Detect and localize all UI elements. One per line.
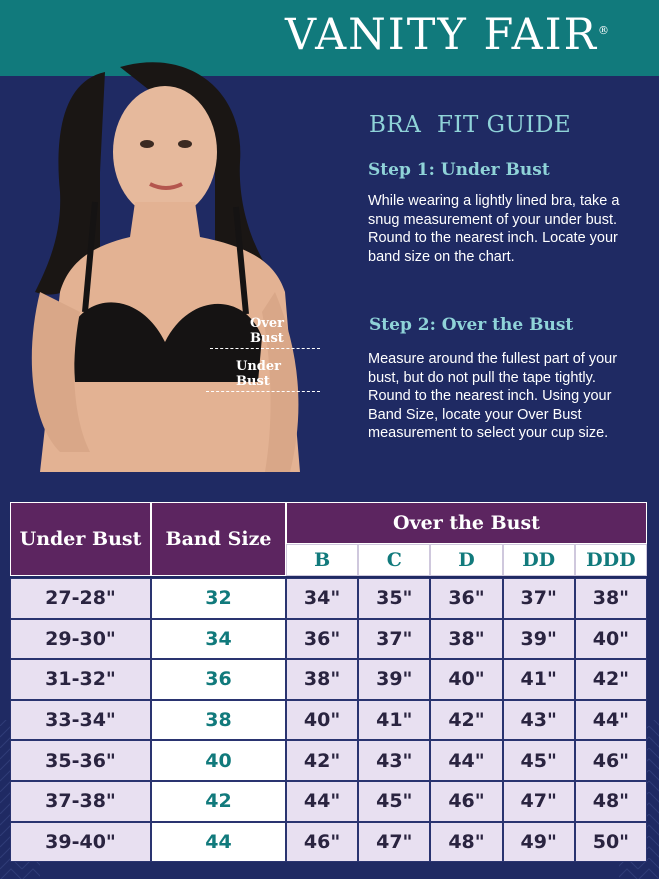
over-bust-cell-d: 46" xyxy=(430,781,502,822)
over-bust-cell-ddd: 40" xyxy=(575,619,647,660)
over-bust-cell-c: 39" xyxy=(358,659,430,700)
over-bust-marker xyxy=(250,316,316,346)
over-bust-cell-ddd: 48" xyxy=(575,781,647,822)
over-bust-cell-c: 37" xyxy=(358,619,430,660)
over-bust-cell-b: 46" xyxy=(286,822,358,863)
over-bust-cell-ddd: 38" xyxy=(575,578,647,619)
under-bust-label: Under Bust xyxy=(236,359,281,389)
over-bust-cell-ddd: 44" xyxy=(575,700,647,741)
over-bust-cell-c: 35" xyxy=(358,578,430,619)
band-size-cell: 38 xyxy=(151,700,286,741)
over-bust-cell-dd: 37" xyxy=(503,578,575,619)
over-bust-cell-b: 34" xyxy=(286,578,358,619)
step2-body: Measure around the fullest part of your bust, but do not pull the tape tightly. Round to the nearest inch. Using your Band Size, locate your Over Bust measurement to select your cup size. xyxy=(368,351,618,441)
over-bust-cell-dd: 45" xyxy=(503,740,575,781)
guide-title: BRA FIT GUIDE xyxy=(369,112,572,138)
over-bust-cell-d: 42" xyxy=(430,700,502,741)
brand-name: VANITY FAIR xyxy=(284,10,598,60)
over-bust-cell-b: 40" xyxy=(286,700,358,741)
over-bust-cell-d: 48" xyxy=(430,822,502,863)
band-size-cell: 40 xyxy=(151,740,286,781)
over-bust-cell-ddd: 50" xyxy=(575,822,647,863)
over-bust-cell-b: 44" xyxy=(286,781,358,822)
over-bust-cell-d: 40" xyxy=(430,659,502,700)
under-bust-cell: 31-32" xyxy=(10,659,151,700)
band-size-cell: 34 xyxy=(151,619,286,660)
band-size-cell: 36 xyxy=(151,659,286,700)
model-photo xyxy=(0,52,340,502)
over-bust-cell-d: 36" xyxy=(430,578,502,619)
over-bust-cell-dd: 41" xyxy=(503,659,575,700)
under-bust-marker xyxy=(236,359,316,389)
band-size-cell: 42 xyxy=(151,781,286,822)
band-size-cell: 44 xyxy=(151,822,286,863)
over-bust-cell-c: 45" xyxy=(358,781,430,822)
cup-header-d: D xyxy=(430,544,502,576)
over-bust-cell-ddd: 42" xyxy=(575,659,647,700)
over-bust-cell-c: 43" xyxy=(358,740,430,781)
over-bust-cell-dd: 47" xyxy=(503,781,575,822)
under-bust-dashed-line xyxy=(206,391,320,392)
under-bust-cell: 39-40" xyxy=(10,822,151,863)
header-under-bust: Under Bust xyxy=(10,502,151,576)
under-bust-cell: 35-36" xyxy=(10,740,151,781)
header-band-size: Band Size xyxy=(151,502,286,576)
over-bust-cell-dd: 43" xyxy=(503,700,575,741)
over-bust-cell-b: 42" xyxy=(286,740,358,781)
over-bust-cell-d: 38" xyxy=(430,619,502,660)
cup-header-dd: DD xyxy=(503,544,575,576)
under-bust-cell: 37-38" xyxy=(10,781,151,822)
under-bust-cell: 29-30" xyxy=(10,619,151,660)
over-bust-cell-d: 44" xyxy=(430,740,502,781)
over-bust-cell-c: 47" xyxy=(358,822,430,863)
cup-header-b: B xyxy=(286,544,358,576)
step1-body: While wearing a lightly lined bra, take a snug measurement of your under bust. Round to the nearest inch. Locate your band size on the chart. xyxy=(368,193,620,265)
over-bust-cell-b: 38" xyxy=(286,659,358,700)
over-bust-cell-dd: 49" xyxy=(503,822,575,863)
over-bust-cell-c: 41" xyxy=(358,700,430,741)
registered-mark: ® xyxy=(598,24,611,37)
header-over-the-bust: Over the Bust xyxy=(286,502,647,544)
band-size-cell: 32 xyxy=(151,578,286,619)
over-bust-cell-dd: 39" xyxy=(503,619,575,660)
over-bust-label: Over Bust xyxy=(250,316,284,346)
under-bust-cell: 27-28" xyxy=(10,578,151,619)
under-bust-cell: 33-34" xyxy=(10,700,151,741)
step1-title: Step 1: Under Bust xyxy=(368,160,550,180)
over-bust-dashed-line xyxy=(210,348,320,349)
over-bust-cell-ddd: 46" xyxy=(575,740,647,781)
cup-header-c: C xyxy=(358,544,430,576)
over-bust-cell-b: 36" xyxy=(286,619,358,660)
cup-header-ddd: DDD xyxy=(575,544,647,576)
step2-title: Step 2: Over the Bust xyxy=(369,315,574,335)
